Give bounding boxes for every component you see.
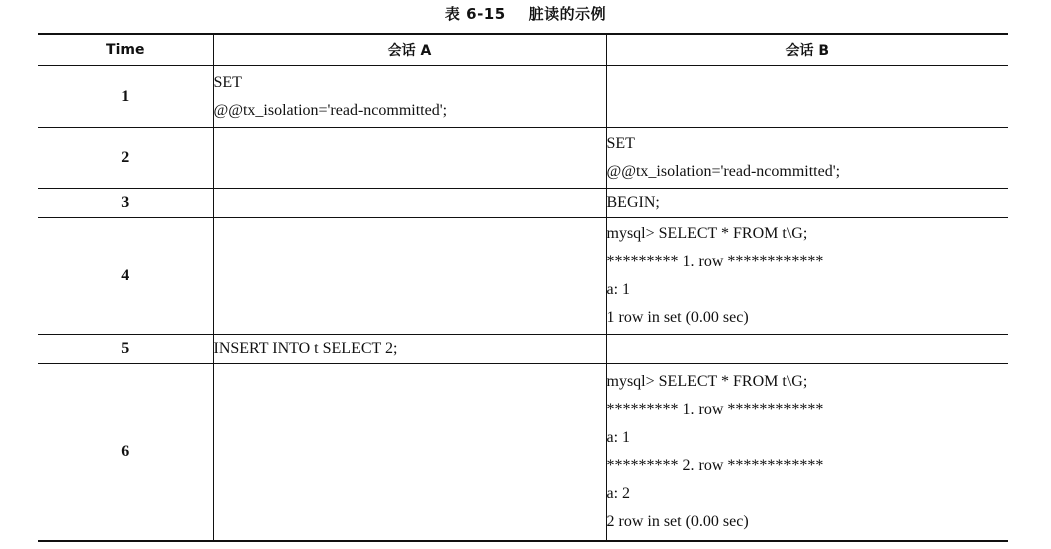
code-line: a: 1 bbox=[606, 281, 631, 298]
cell-session-b bbox=[606, 128, 1008, 189]
table-caption: 表 6-15 脏读的示例 bbox=[444, 5, 607, 23]
dirty-read-table bbox=[38, 33, 1008, 542]
cell-time: 4 bbox=[38, 218, 213, 335]
cell-session-b bbox=[606, 66, 1008, 128]
cell-session-a bbox=[213, 66, 606, 128]
header-session-a: 会话 A bbox=[213, 34, 606, 66]
code-line: a: 2 bbox=[606, 484, 631, 502]
code-line: INSERT INTO t SELECT 2; bbox=[213, 340, 398, 357]
header-time: Time bbox=[38, 34, 213, 66]
code-line: @@tx_isolation='read-ncommitted'; bbox=[606, 163, 841, 180]
cell-session-a bbox=[213, 189, 606, 218]
table-row bbox=[38, 335, 1008, 364]
table-body bbox=[38, 66, 1008, 541]
cell-session-b bbox=[606, 335, 1008, 364]
code-line: 1 row in set (0.00 sec) bbox=[606, 309, 749, 326]
cell-session-b bbox=[606, 364, 1008, 541]
table-row bbox=[38, 66, 1008, 128]
code-line: BEGIN; bbox=[606, 194, 660, 211]
table-row bbox=[38, 218, 1008, 335]
code-line: 2 row in set (0.00 sec) bbox=[606, 512, 749, 530]
cell-time: 2 bbox=[38, 128, 213, 189]
cell-session-a bbox=[213, 364, 606, 541]
cell-session-a bbox=[213, 128, 606, 189]
header-session-b: 会话 B bbox=[606, 34, 1008, 66]
cell-session-b bbox=[606, 218, 1008, 335]
cell-session-b bbox=[606, 189, 1008, 218]
code-line: mysql> SELECT * FROM t\G; bbox=[606, 225, 808, 242]
table-row bbox=[38, 189, 1008, 218]
cell-time: 5 bbox=[38, 335, 213, 364]
code-line: ********* 2. row ************ bbox=[606, 456, 824, 474]
cell-time: 6 bbox=[38, 364, 213, 541]
header-row bbox=[38, 34, 1008, 66]
cell-session-a bbox=[213, 335, 606, 364]
code-line: ********* 1. row ************ bbox=[606, 400, 824, 418]
cell-session-a bbox=[213, 218, 606, 335]
table-row bbox=[38, 364, 1008, 541]
cell-time: 1 bbox=[38, 66, 213, 128]
code-line: a: 1 bbox=[606, 428, 631, 446]
code-line: SET bbox=[606, 135, 635, 152]
cell-time: 3 bbox=[38, 189, 213, 218]
code-line: @@tx_isolation='read-ncommitted'; bbox=[213, 101, 448, 119]
table-row bbox=[38, 128, 1008, 189]
code-line: ********* 1. row ************ bbox=[606, 253, 824, 270]
code-line: mysql> SELECT * FROM t\G; bbox=[606, 372, 808, 390]
code-line: SET bbox=[213, 73, 242, 91]
